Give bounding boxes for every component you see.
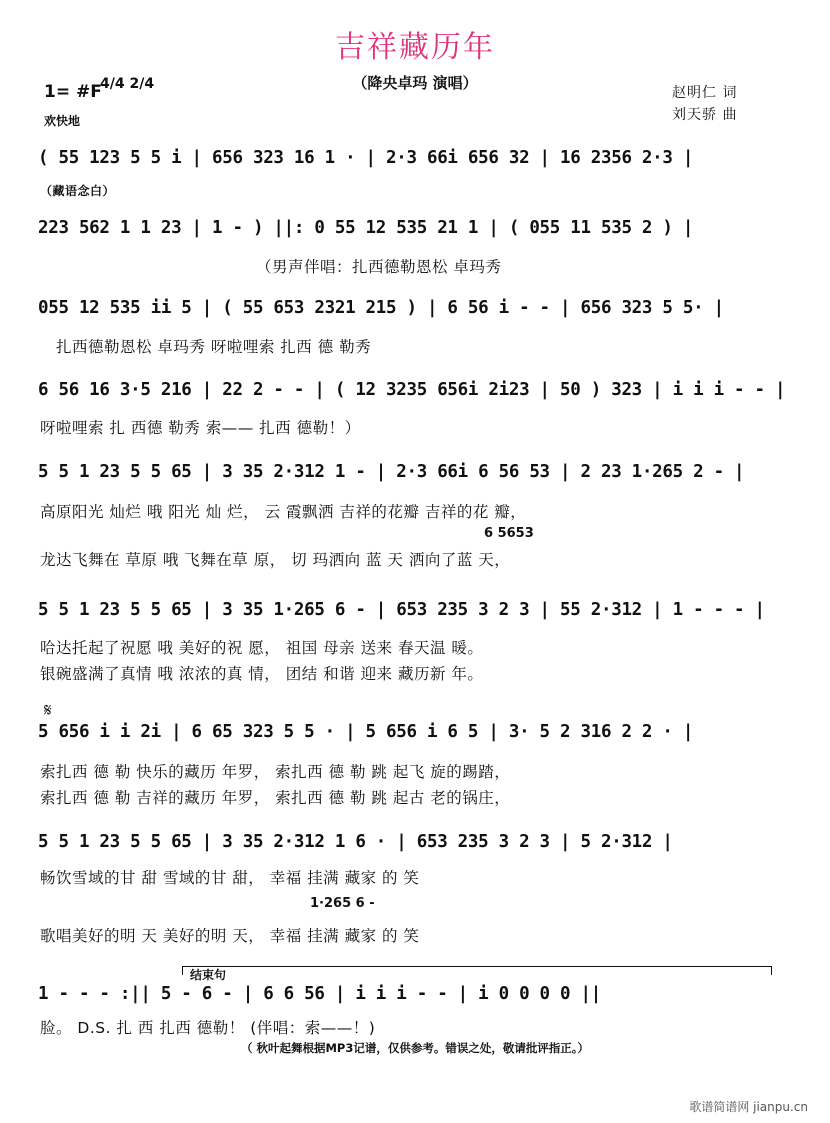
lyric-line: 索扎西 德 勒 快乐的藏历 年罗， 索扎西 德 勒 跳 起飞 旋的踢踏， (40, 763, 511, 781)
lyric-line: 银碗盛满了真情 哦 浓浓的真 情， 团结 和谐 迎来 藏历新 年。 (40, 665, 484, 683)
alt-notes: 6 5653 (484, 526, 534, 541)
lyric-line: 畅饮雪域的甘 甜 雪域的甘 甜， 幸福 挂满 藏家 的 笑 (40, 869, 420, 887)
notation-row: 223 562 1 1 23 | 1 - ) ||: 0 55 12 535 21 1 | ( 055 11 535 2 ) | (38, 218, 694, 238)
notation-row: 5 5 1 23 5 5 65 | 3 35 2·312 1 - | 2·3 66i 6 56 53 | 2 23 1·265 2 - | (38, 462, 745, 482)
watermark: 歌谱简谱网 jianpu.cn (689, 1100, 808, 1114)
lyric-line: 龙达飞舞在 草原 哦 飞舞在草 原， 切 玛洒向 蓝 天 洒向了蓝 天， (40, 551, 511, 569)
alt-notes: 1·265 6 - (310, 896, 375, 911)
tempo-marking: 欢快地 (44, 114, 81, 128)
lyricist-credit: 赵明仁 词 (672, 85, 738, 101)
ending-label: 结束句 (190, 968, 227, 982)
performer-line: （降央卓玛 演唱） (352, 74, 478, 92)
notation-row: 6 56 16 3·5 216 | 22 2 - - | ( 12 3235 656i 2i23 | 50 ) 323 | i i i - - | (38, 380, 786, 400)
lyric-line: 索扎西 德 勒 吉祥的藏历 年罗， 索扎西 德 勒 跳 起古 老的锅庄， (40, 789, 511, 807)
notation-row: 5 5 1 23 5 5 65 | 3 35 1·265 6 - | 653 235 3 2 3 | 55 2·312 | 1 - - - | (38, 600, 765, 620)
lyric-line: 脸。 D.S. 扎 西 扎西 德勒！ (伴唱：索——！) (40, 1019, 376, 1037)
notation-row: 1 - - - :|| 5 - 6 - | 6 6 56 | i i i - - | i 0 0 0 0 || (38, 984, 601, 1004)
song-title: 吉祥藏历年 (335, 30, 495, 65)
notation-row: 5 656 i i 2i | 6 65 323 5 5 · | 5 656 i 6 5 | 3· 5 2 316 2 2 · | (38, 722, 694, 742)
ending-bracket (182, 966, 772, 975)
lyric-line: 扎西德勒恩松 卓玛秀 呀啦哩索 扎西 德 勒秀 (56, 338, 372, 356)
notation-row: ( 55 123 5 5 i | 656 323 16 1 · | 2·3 66i 656 32 | 16 2356 2·3 | (38, 148, 694, 168)
notation-row: 055 12 535 ii 5 | ( 55 653 2321 215 ) | 6 56 i - - | 656 323 5 5· | (38, 298, 724, 318)
lyric-line: 歌唱美好的明 天 美好的明 天， 幸福 挂满 藏家 的 笑 (40, 927, 420, 945)
lyric-line: 哈达托起了祝愿 哦 美好的祝 愿， 祖国 母亲 送来 春天温 暖。 (40, 639, 484, 657)
key-signature: 1= #F (44, 82, 102, 102)
lyric-line: （藏语念白） (40, 184, 116, 198)
lyric-line: 高原阳光 灿烂 哦 阳光 灿 烂， 云 霞飘洒 吉祥的花瓣 吉祥的花 瓣， (40, 503, 527, 521)
notation-row: 5 5 1 23 5 5 65 | 3 35 2·312 1 6 · | 653 235 3 2 3 | 5 2·312 | (38, 832, 673, 852)
lyric-line: （男声伴唱：扎西德勒恩松 卓玛秀 (256, 258, 502, 276)
footnote: （ 秋叶起舞根据MP3记谱，仅供参考。错误之处，敬请批评指正。） (240, 1041, 590, 1055)
lyric-line: 呀啦哩索 扎 西德 勒秀 索—— 扎西 德勒！） (40, 419, 361, 437)
composer-credit: 刘天骄 曲 (672, 107, 738, 123)
segno-sign: 𝄋 (44, 700, 52, 721)
time-signature: 4/4 2/4 (100, 76, 155, 92)
